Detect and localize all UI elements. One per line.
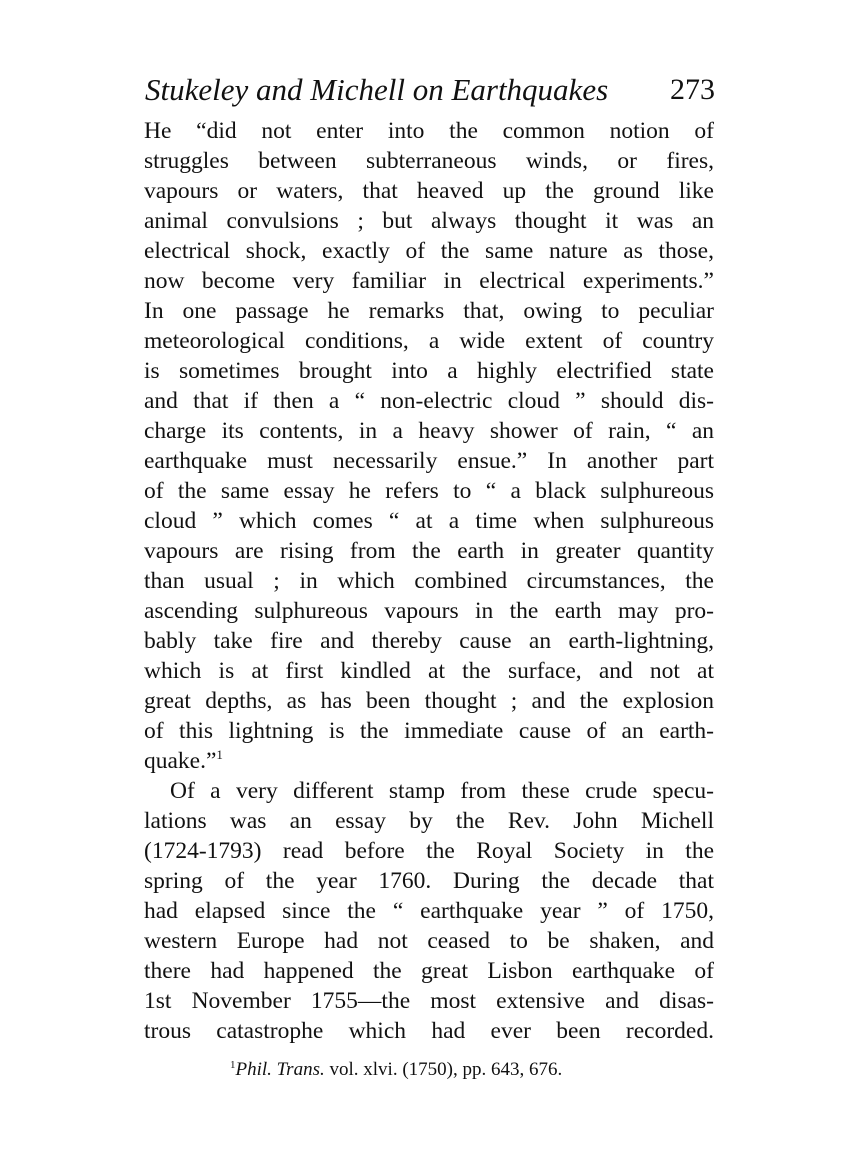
text-line: electrical shock, exactly of the same nature as those, [144, 238, 714, 264]
text-line: charge its contents, in a heavy shower of rain, “ an [144, 418, 714, 444]
running-head [145, 70, 715, 110]
text-line: had elapsed since the “ earthquake year ” of 1750, [144, 898, 714, 924]
footnote-reference: 1 [216, 747, 223, 762]
text-line-content: quake.” [144, 748, 217, 774]
text-line: now become very familiar in electrical experiments.” [144, 268, 714, 294]
text-line: than usual ; in which combined circumstances, the [144, 568, 714, 594]
text-line: 1st November 1755—the most extensive and disas- [144, 988, 714, 1014]
text-line: of this lightning is the immediate cause of an earth- [144, 718, 714, 744]
text-line: and that if then a “ non-electric cloud ” should dis- [144, 388, 714, 414]
footnote [230, 1057, 562, 1083]
text-line: earthquake must necessarily ensue.” In another part [144, 448, 714, 474]
running-title: Stukeley and Michell on Earthquakes [145, 72, 609, 107]
text-line: spring of the year 1760. During the decade that [144, 868, 714, 894]
page-number: 273 [670, 73, 715, 106]
text-line: of the same essay he refers to “ a black sulphureous [144, 478, 714, 504]
text-line-paragraph-end [144, 746, 714, 776]
text-line: which is at first kindled at the surface, and not at [144, 658, 714, 684]
footnote-marker: 1 [230, 1059, 236, 1071]
body-text [144, 116, 714, 1046]
text-line: He “did not enter into the common notion of [144, 118, 714, 144]
footnote-source: Phil. Trans. [235, 1059, 325, 1080]
text-line: lations was an essay by the Rev. John Michell [144, 808, 714, 834]
text-line: trous catastrophe which had ever been recorded. [144, 1018, 714, 1044]
text-line: struggles between subterraneous winds, or fires, [144, 148, 714, 174]
text-line: western Europe had not ceased to be shaken, and [144, 928, 714, 954]
text-line: cloud ” which comes “ at a time when sulphureous [144, 508, 714, 534]
text-line: vapours are rising from the earth in greater quantity [144, 538, 714, 564]
text-line: meteorological conditions, a wide extent of country [144, 328, 714, 354]
text-line: ascending sulphureous vapours in the earth may pro- [144, 598, 714, 624]
text-line-paragraph-start: Of a very different stamp from these crude specu- [170, 778, 714, 804]
text-line: In one passage he remarks that, owing to peculiar [144, 298, 714, 324]
text-line: there had happened the great Lisbon earthquake of [144, 958, 714, 984]
footnote-reference-text: vol. xlvi. (1750), pp. 643, 676. [324, 1059, 563, 1080]
text-line: animal convulsions ; but always thought it was an [144, 208, 714, 234]
text-line: bably take fire and thereby cause an earth-lightning, [144, 628, 714, 654]
text-line: (1724-1793) read before the Royal Society in the [144, 838, 714, 864]
text-line: vapours or waters, that heaved up the ground like [144, 178, 714, 204]
text-line: is sometimes brought into a highly electrified state [144, 358, 714, 384]
text-line: great depths, as has been thought ; and the explosion [144, 688, 714, 714]
